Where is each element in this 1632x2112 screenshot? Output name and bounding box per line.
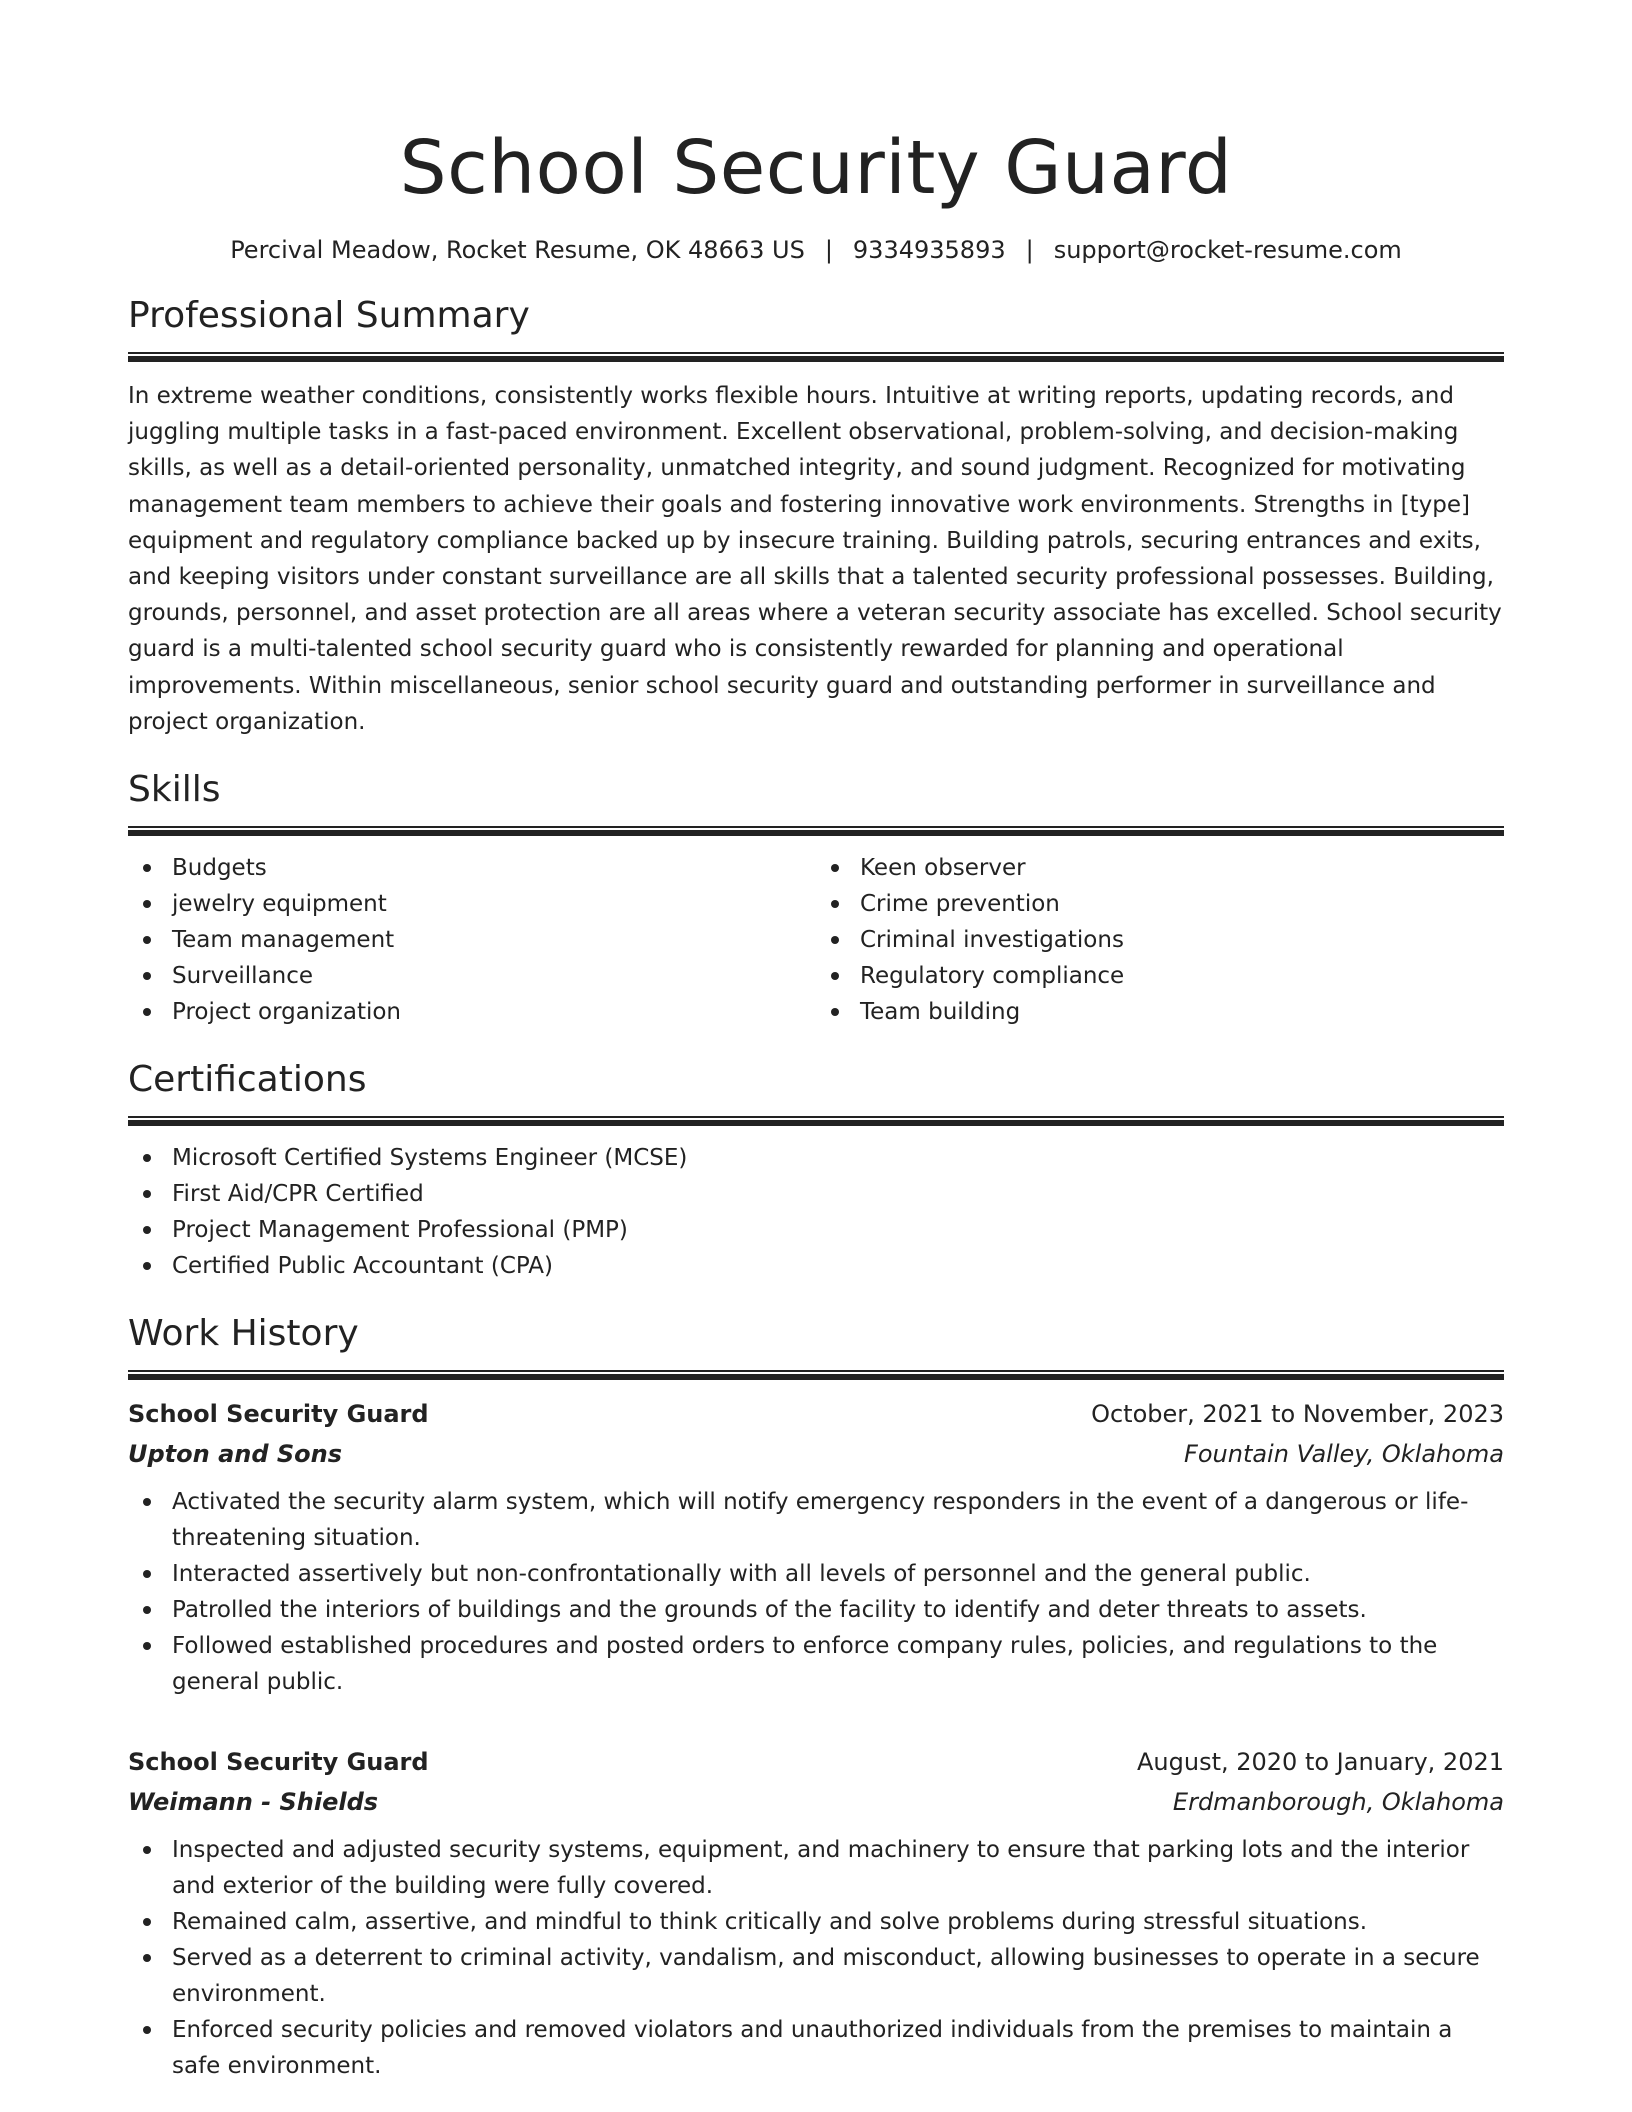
job-duty: Served as a deterrent to criminal activity, vandalism, and misconduct, allowing businesses to operate in a secure environment. [128,1940,1504,2012]
section-divider [128,826,1504,836]
job-dates: October, 2021 to November, 2023 [1091,1400,1504,1429]
job-duty: Followed established procedures and posted orders to enforce company rules, policies, and regulations to the general public. [128,1628,1504,1700]
skill-item: Keen observer [816,850,1504,886]
certification-item: Project Management Professional (PMP) [128,1212,1504,1248]
certifications-list [128,1140,1504,1284]
job-header-row [128,1742,1504,1782]
skills-section [128,768,1504,1030]
skill-item: Regulatory compliance [816,958,1504,994]
job-company-row [128,1434,1504,1474]
skill-item: Team building [816,994,1504,1030]
job-entry [128,1742,1504,2084]
job-header-row [128,1394,1504,1434]
job-duty: Enforced security policies and removed violators and unauthorized individuals from the premises to maintain a safe environment. [128,2012,1504,2084]
skill-item: Team management [128,922,816,958]
skills-heading: Skills [128,769,221,811]
skill-item: jewelry equipment [128,886,816,922]
job-dates: August, 2020 to January, 2021 [1137,1748,1504,1777]
certification-item: Microsoft Certified Systems Engineer (MCSE) [128,1140,1504,1176]
skill-item: Surveillance [128,958,816,994]
skill-item: Criminal investigations [816,922,1504,958]
contact-phone: 9334935893 [852,236,1006,264]
contact-line [128,234,1504,266]
certifications-heading: Certifications [128,1059,367,1101]
work-history-section [128,1312,1504,2084]
summary-heading: Professional Summary [128,295,530,336]
job-location: Erdmanborough, Oklahoma [1172,1788,1504,1817]
job-company-row [128,1782,1504,1822]
job-company: Upton and Sons [128,1440,343,1469]
summary-text: In extreme weather conditions, consistently works flexible hours. Intuitive at writing reports, updating records, and juggling multiple tasks in a fast-paced environment. Excellent observational, problem-solving, and decision-making skills, as well as a detail-oriented personality, unmatched integrity, and sound judgment. Recognized for motivating management team members to achieve their goals and fostering innovative work environments. Strengths in [type] equipment and regulatory compliance backed up by insecure training. Building patrols, securing entrances and exits, and keeping visitors under constant surveillance are all skills that a talented security professional possesses. Building, grounds, personnel, and asset protection are all areas where a veteran security associate has excelled. School security guard is a multi-talented school security guard who is consistently rewarded for planning and operational improvements. Within miscellaneous, senior school security guard and outstanding performer in surveillance and project organization. [128,383,1502,735]
job-duty: Activated the security alarm system, which will notify emergency responders in the event of a dangerous or life-threatening situation. [128,1484,1504,1556]
contact-email: support@rocket-resume.com [1053,236,1402,264]
job-duties-list [128,1484,1504,1700]
contact-separator: | [1025,236,1034,264]
section-divider [128,1116,1504,1126]
job-duty: Interacted assertively but non-confrontationally with all levels of personnel and the general public. [128,1556,1504,1592]
contact-separator: | [824,236,833,264]
skills-right-list [816,850,1504,1030]
job-duties-list [128,1832,1504,2084]
job-location: Fountain Valley, Oklahoma [1184,1440,1504,1469]
certifications-section [128,1058,1504,1284]
job-duty: Remained calm, assertive, and mindful to think critically and solve problems during stressful situations. [128,1904,1504,1940]
skill-item: Crime prevention [816,886,1504,922]
summary-section [128,294,1504,740]
skill-item: Budgets [128,850,816,886]
work-history-heading: Work History [128,1313,359,1355]
skills-left-list [128,850,816,1030]
job-duty: Inspected and adjusted security systems, equipment, and machinery to ensure that parking lots and the interior and exterior of the building were fully covered. [128,1832,1504,1904]
section-divider [128,1370,1504,1380]
skill-item: Project organization [128,994,816,1030]
resume-name: School Security Guard [399,125,1233,211]
job-entry [128,1394,1504,1700]
certification-item: Certified Public Accountant (CPA) [128,1248,1504,1284]
job-title: School Security Guard [128,1400,429,1429]
job-duty: Patrolled the interiors of buildings and the grounds of the facility to identify and deter threats to assets. [128,1592,1504,1628]
job-company: Weimann - Shields [128,1788,379,1817]
job-title: School Security Guard [128,1748,429,1777]
skills-columns [128,850,1504,1030]
contact-address: Percival Meadow, Rocket Resume, OK 48663 US [230,236,805,264]
certification-item: First Aid/CPR Certified [128,1176,1504,1212]
section-divider [128,352,1504,362]
